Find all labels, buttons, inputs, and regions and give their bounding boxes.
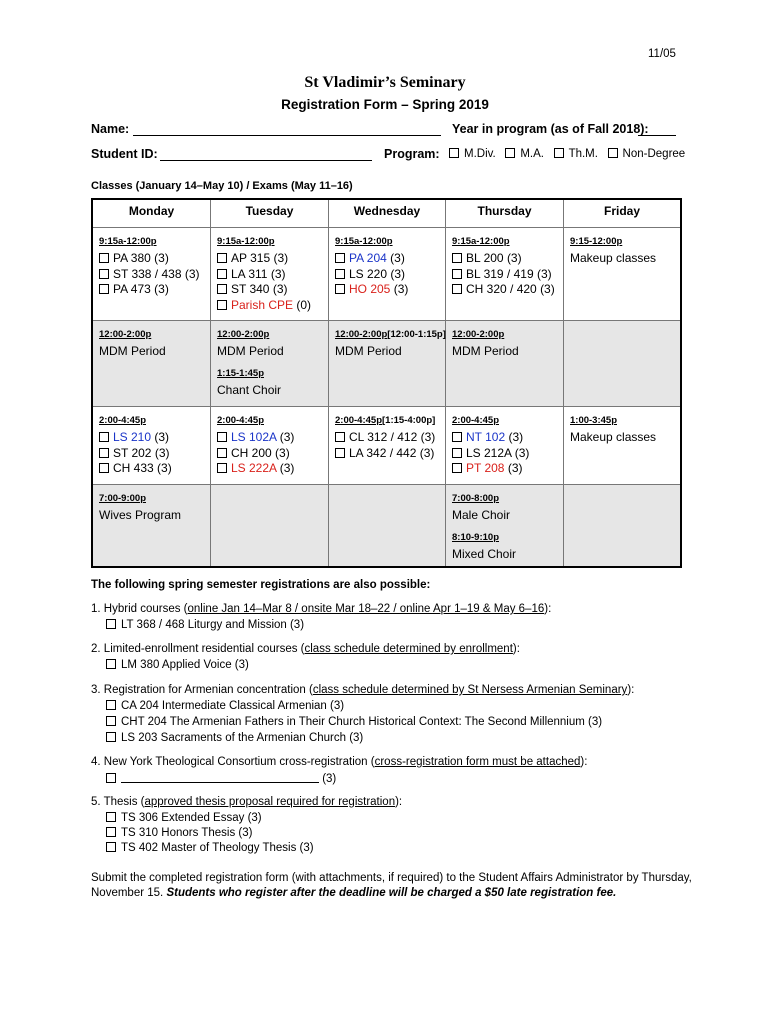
checkbox[interactable]: [106, 619, 116, 629]
checkbox[interactable]: [335, 253, 345, 263]
cell-text: Wives Program: [99, 508, 182, 522]
time-label: 9:15a-12:00p: [99, 236, 157, 247]
cell-thu-evening: [446, 485, 564, 566]
time-label: 2:00-4:45p: [217, 415, 264, 426]
program-option-non-degree[interactable]: Non-Degree: [608, 148, 686, 160]
checkbox[interactable]: [335, 284, 345, 294]
time-label: 9:15a-12:00p: [335, 236, 393, 247]
course-option[interactable]: BL 319 / 419 (3): [452, 267, 563, 283]
time-label: 8:10-9:10p: [452, 531, 499, 543]
checkbox[interactable]: [505, 148, 515, 158]
checkbox[interactable]: [217, 269, 227, 279]
footer-deadline: November 15. Students who register after the deadline will be charged a $50 late registration fee.: [91, 887, 617, 899]
course-option[interactable]: ST 340 (3): [217, 282, 328, 298]
option-lt-368[interactable]: LT 368 / 468 Liturgy and Mission (3): [106, 619, 304, 631]
checkbox[interactable]: [217, 463, 227, 473]
day-header-friday: Friday: [564, 200, 680, 228]
cell-wed-evening: [329, 485, 446, 566]
time-label: 7:00-9:00p: [99, 493, 146, 504]
checkbox[interactable]: [99, 284, 109, 294]
checkbox[interactable]: [452, 284, 462, 294]
course-option[interactable]: LS 212A (3): [452, 446, 563, 462]
course-option[interactable]: LS 210 (3): [99, 430, 210, 446]
course-option[interactable]: CH 200 (3): [217, 446, 328, 462]
checkbox[interactable]: [217, 448, 227, 458]
year-label: Year in program (as of Fall 2018):: [452, 122, 649, 136]
classes-heading: Classes (January 14–May 10) / Exams (May 11–16): [91, 180, 353, 192]
cell-text: MDM Period: [99, 344, 166, 358]
program-option-thm[interactable]: Th.M.: [554, 148, 598, 160]
course-option[interactable]: PA 473 (3): [99, 282, 210, 298]
checkbox[interactable]: [99, 432, 109, 442]
section-thesis: 5. Thesis (approved thesis proposal required for registration):: [91, 796, 403, 808]
checkbox[interactable]: [106, 827, 116, 837]
option-ts-306[interactable]: TS 306 Extended Essay (3): [106, 812, 262, 824]
cell-text: Makeup classes: [570, 430, 657, 444]
year-field[interactable]: [638, 135, 676, 136]
checkbox[interactable]: [452, 269, 462, 279]
course-option[interactable]: BL 200 (3): [452, 251, 563, 267]
cell-text: MDM Period: [217, 344, 284, 358]
option-cht-204[interactable]: CHT 204 The Armenian Fathers in Their Church Historical Context: The Second Millennium (3): [106, 716, 602, 728]
section-nytc: 4. New York Theological Consortium cross-registration (cross-registration form must be attached):: [91, 756, 588, 768]
checkbox[interactable]: [217, 284, 227, 294]
cell-text: Makeup classes: [570, 251, 657, 265]
course-option[interactable]: CH 320 / 420 (3): [452, 282, 563, 298]
time-label: 9:15a-12:00p: [452, 236, 510, 247]
schedule-table: [91, 198, 682, 568]
checkbox[interactable]: [452, 463, 462, 473]
time-label: 2:00-4:45p[1:15-4:00p]: [335, 415, 436, 426]
cell-fri-morning: [564, 228, 680, 321]
page-code: 11/05: [648, 48, 676, 60]
checkbox[interactable]: [449, 148, 459, 158]
course-option[interactable]: AP 315 (3): [217, 251, 328, 267]
also-heading: The following spring semester registrations are also possible:: [91, 579, 431, 591]
cell-mon-evening: [93, 485, 211, 566]
checkbox[interactable]: [99, 269, 109, 279]
program-option-ma[interactable]: M.A.: [505, 148, 544, 160]
program-label: Program:: [384, 147, 440, 161]
option-ls-203[interactable]: LS 203 Sacraments of the Armenian Church (3): [106, 732, 363, 744]
option-lm-380[interactable]: LM 380 Applied Voice (3): [106, 659, 249, 671]
program-options: [449, 148, 685, 160]
cell-tue-morning: [211, 228, 329, 321]
cell-tue-afternoon: [211, 407, 329, 485]
day-header-monday: Monday: [93, 200, 211, 228]
cell-mon-morning: [93, 228, 211, 321]
checkbox[interactable]: [554, 148, 564, 158]
course-option[interactable]: PA 380 (3): [99, 251, 210, 267]
option-ts-310[interactable]: TS 310 Honors Thesis (3): [106, 827, 252, 839]
cell-text: Chant Choir: [217, 382, 282, 397]
course-option[interactable]: NT 102 (3): [452, 430, 563, 446]
checkbox[interactable]: [335, 269, 345, 279]
course-option[interactable]: PA 204 (3): [335, 251, 445, 267]
option-ts-402[interactable]: TS 402 Master of Theology Thesis (3): [106, 842, 314, 854]
course-option[interactable]: HO 205 (3): [335, 282, 445, 298]
cell-mon-midday: [93, 321, 211, 407]
checkbox[interactable]: [99, 448, 109, 458]
checkbox[interactable]: [608, 148, 618, 158]
cell-thu-afternoon: [446, 407, 564, 485]
checkbox[interactable]: [106, 842, 116, 852]
cross-registration-course-field[interactable]: [121, 772, 319, 783]
cell-tue-evening: [211, 485, 329, 566]
cell-text: MDM Period: [335, 344, 402, 358]
time-label: 2:00-4:45p: [99, 415, 146, 426]
course-option[interactable]: CH 433 (3): [99, 461, 210, 477]
cell-text: Mixed Choir: [452, 546, 517, 561]
time-label: 12:00-2:00p: [99, 329, 152, 340]
program-option-mdiv[interactable]: M.Div.: [449, 148, 496, 160]
cell-fri-afternoon: [564, 407, 680, 485]
course-option[interactable]: PT 208 (3): [452, 461, 563, 477]
checkbox[interactable]: [106, 716, 116, 726]
time-label: 12:00-2:00p[12:00-1:15p]: [335, 329, 446, 340]
student-id-field[interactable]: [160, 160, 372, 161]
course-option[interactable]: LS 222A (3): [217, 461, 328, 477]
time-label: 1:00-3:45p: [570, 415, 617, 426]
checkbox[interactable]: [217, 300, 227, 310]
checkbox[interactable]: [106, 773, 116, 783]
checkbox[interactable]: [335, 448, 345, 458]
course-option[interactable]: Parish CPE (0): [217, 298, 328, 314]
checkbox[interactable]: [99, 463, 109, 473]
checkbox[interactable]: [217, 432, 227, 442]
cell-tue-midday: [211, 321, 329, 407]
cell-wed-midday: [329, 321, 446, 407]
section-limited-enrollment: 2. Limited-enrollment residential courses (class schedule determined by enrollment):: [91, 643, 520, 655]
cell-fri-midday: [564, 321, 680, 407]
day-header-thursday: Thursday: [446, 200, 564, 228]
course-option[interactable]: LS 220 (3): [335, 267, 445, 283]
time-label: 9:15-12:00p: [570, 236, 623, 247]
cell-thu-midday: [446, 321, 564, 407]
checkbox[interactable]: [106, 812, 116, 822]
checkbox[interactable]: [217, 253, 227, 263]
cell-mon-afternoon: [93, 407, 211, 485]
time-label: 2:00-4:45p: [452, 415, 499, 426]
name-label: Name:: [91, 122, 130, 136]
checkbox[interactable]: [452, 448, 462, 458]
cell-wed-morning: [329, 228, 446, 321]
cell-thu-morning: [446, 228, 564, 321]
course-option[interactable]: LA 342 / 442 (3): [335, 446, 445, 462]
option-cross-registration[interactable]: (3): [106, 772, 336, 785]
day-header-tuesday: Tuesday: [211, 200, 329, 228]
course-option[interactable]: ST 338 / 438 (3): [99, 267, 210, 283]
checkbox[interactable]: [335, 432, 345, 442]
checkbox[interactable]: [106, 659, 116, 669]
time-label: 12:00-2:00p: [452, 329, 505, 340]
section-hybrid: 1. Hybrid courses (online Jan 14–Mar 8 / onsite Mar 18–22 / online Apr 1–19 & May 6–16):: [91, 603, 552, 615]
cell-text: Male Choir: [452, 508, 511, 522]
day-header-wednesday: Wednesday: [329, 200, 446, 228]
page-subtitle: Registration Form – Spring 2019: [281, 97, 489, 112]
time-label: 7:00-8:00p: [452, 493, 499, 504]
time-label: 9:15a-12:00p: [217, 236, 275, 247]
student-id-label: Student ID:: [91, 147, 158, 161]
footer-instructions: Submit the completed registration form (with attachments, if required) to the Student Affairs Administrator by Thursday,: [91, 872, 692, 884]
cell-fri-evening: [564, 485, 680, 566]
course-option[interactable]: LA 311 (3): [217, 267, 328, 283]
checkbox[interactable]: [452, 432, 462, 442]
checkbox[interactable]: [99, 253, 109, 263]
time-label: 1:15-1:45p: [217, 367, 264, 379]
option-ca-204[interactable]: CA 204 Intermediate Classical Armenian (3): [106, 700, 344, 712]
time-label: 12:00-2:00p: [217, 329, 270, 340]
cell-text: MDM Period: [452, 344, 519, 358]
course-option[interactable]: CL 312 / 412 (3): [335, 430, 445, 446]
course-option[interactable]: LS 102A (3): [217, 430, 328, 446]
checkbox[interactable]: [452, 253, 462, 263]
page-title: St Vladimir’s Seminary: [304, 74, 466, 91]
cell-wed-afternoon: [329, 407, 446, 485]
checkbox[interactable]: [106, 700, 116, 710]
checkbox[interactable]: [106, 732, 116, 742]
course-option[interactable]: ST 202 (3): [99, 446, 210, 462]
name-field[interactable]: [133, 135, 441, 136]
section-armenian: 3. Registration for Armenian concentration (class schedule determined by St Nersess Armenian Seminary):: [91, 684, 635, 696]
